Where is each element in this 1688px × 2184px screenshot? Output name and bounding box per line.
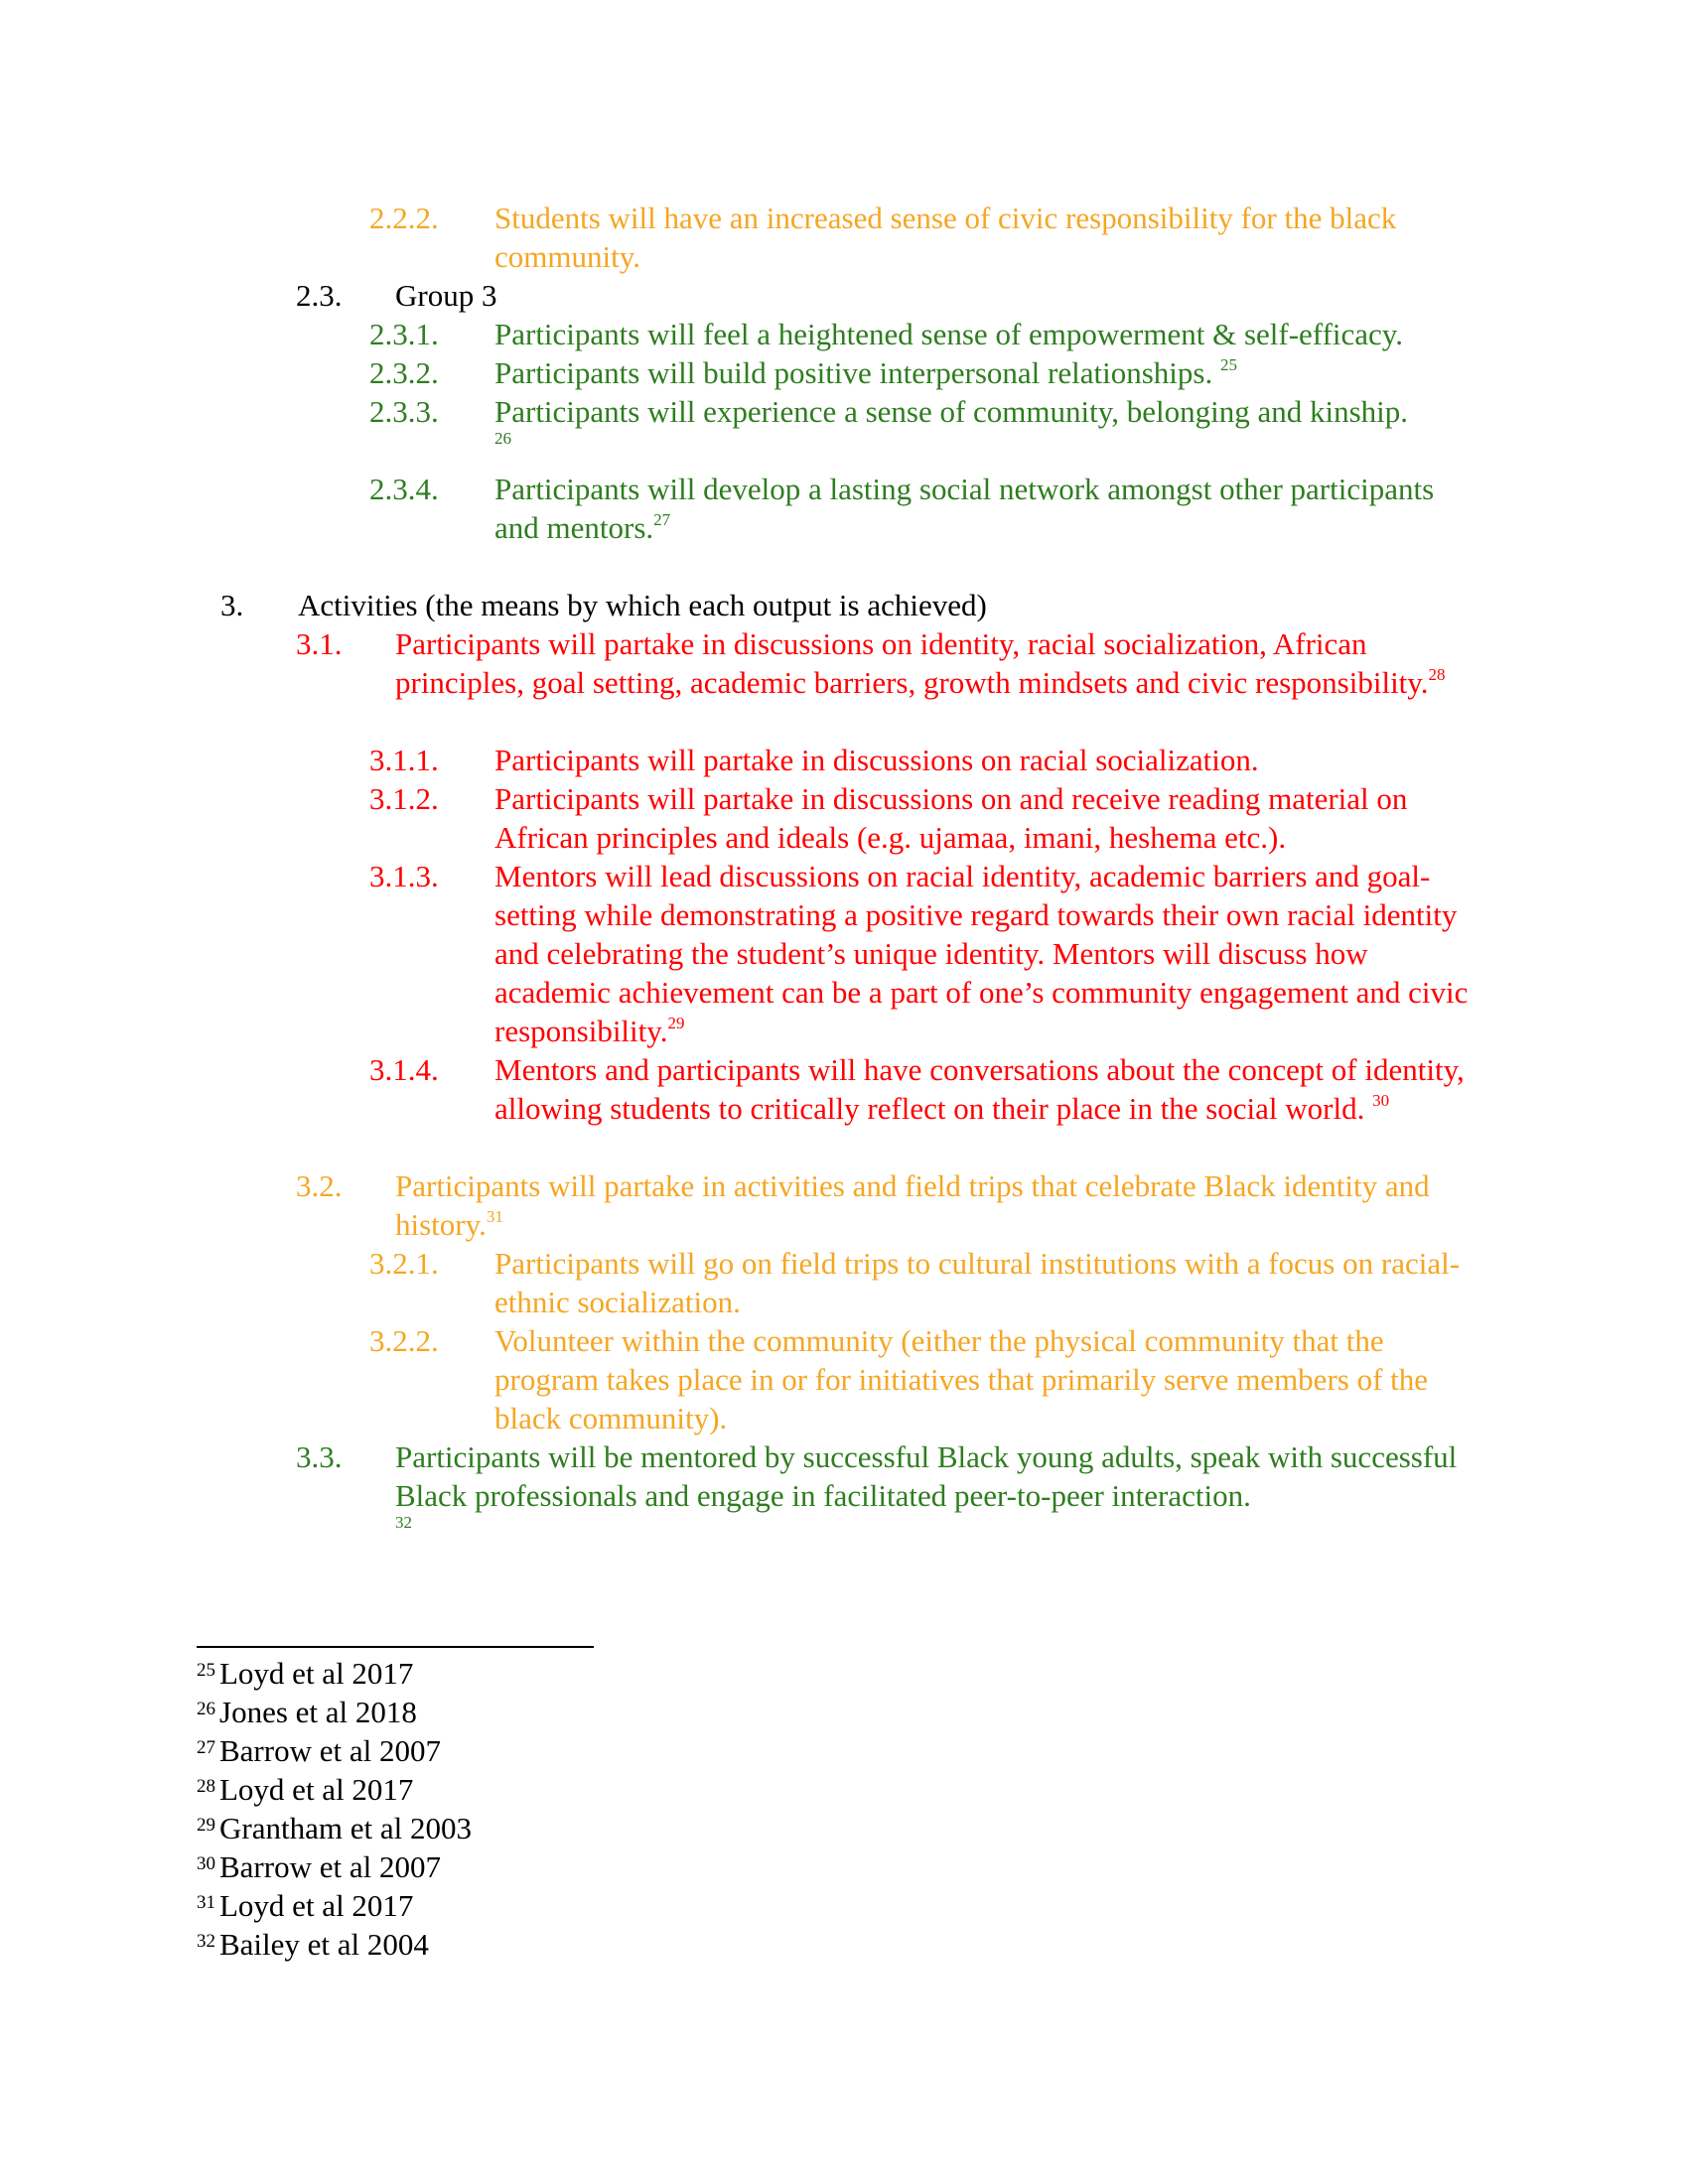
item-number: 3.2. xyxy=(296,1168,343,1203)
footnote-ref[interactable]: 32 xyxy=(395,1513,412,1532)
item-number: 3.1.2. xyxy=(369,781,439,816)
item-text: Students will have an increased sense of civic responsibility for the black community. xyxy=(494,201,1397,274)
item-number: 3.3. xyxy=(296,1439,343,1474)
footnote-text: Loyd et al 2017 xyxy=(219,1772,414,1807)
list-item-3-1-2 xyxy=(369,779,1472,857)
footnote-number: 29 xyxy=(197,1815,215,1836)
footnote-text: Barrow et al 2007 xyxy=(219,1849,441,1884)
footnote-ref[interactable]: 26 xyxy=(494,429,511,448)
footnote xyxy=(197,1770,413,1809)
list-item-3-1-3 xyxy=(369,857,1472,1050)
item-number: 3.1. xyxy=(296,626,343,661)
item-text: Volunteer within the community (either the physical community that the program takes place in or for initiatives that primarily serve members of the black community). xyxy=(494,1323,1429,1435)
footnote-number: 26 xyxy=(197,1699,215,1719)
list-item-2-3-1 xyxy=(369,315,1472,353)
item-text: Participants will go on field trips to cultural institutions with a focus on racial-ethnic socialization. xyxy=(494,1246,1461,1319)
item-text: Participants will develop a lasting social network amongst other participants and mentors. xyxy=(494,472,1435,545)
footnote xyxy=(197,1847,441,1886)
list-item-3-2 xyxy=(296,1166,1472,1244)
footnote-ref[interactable]: 31 xyxy=(486,1207,503,1226)
footnote-separator xyxy=(197,1646,594,1648)
footnote-ref[interactable]: 29 xyxy=(667,1014,685,1032)
item-number: 3.1.1. xyxy=(369,743,439,777)
item-number: 2.3.3. xyxy=(369,394,439,429)
list-item-3-1-4 xyxy=(369,1050,1472,1128)
item-text: Participants will partake in discussions on racial socialization. xyxy=(494,743,1259,777)
footnote-ref[interactable]: 27 xyxy=(653,510,671,529)
list-item-3-2-2 xyxy=(369,1321,1472,1437)
item-text: Participants will build positive interpersonal relationships. xyxy=(494,355,1220,390)
item-text: Participants will be mentored by successful Black young adults, speak with successful Black professionals and engage in facilitated peer-to-peer interaction. xyxy=(395,1439,1458,1513)
footnote-number: 25 xyxy=(197,1660,215,1681)
footnote-text: Barrow et al 2007 xyxy=(219,1733,441,1768)
footnote-text: Bailey et al 2004 xyxy=(219,1927,429,1962)
list-item-3-2-1 xyxy=(369,1244,1472,1321)
item-number: 2.3. xyxy=(296,278,343,313)
list-item-3 xyxy=(220,586,1472,624)
list-item-3-3 xyxy=(296,1437,1472,1533)
footnote xyxy=(197,1693,417,1731)
item-text: Participants will partake in activities and field trips that celebrate Black identity and history. xyxy=(395,1168,1430,1242)
item-number: 2.2.2. xyxy=(369,201,439,235)
item-number: 3.2.1. xyxy=(369,1246,439,1281)
item-number: 2.3.4. xyxy=(369,472,439,506)
item-text: Mentors and participants will have conversations about the concept of identity, allowing students to critically reflect on their place in the social world. xyxy=(494,1052,1465,1126)
footnote-text: Loyd et al 2017 xyxy=(219,1888,414,1923)
item-number: 3.1.3. xyxy=(369,859,439,893)
footnote-number: 32 xyxy=(197,1931,215,1952)
item-text: Activities (the means by which each output is achieved) xyxy=(298,588,987,622)
item-text: Participants will partake in discussions on identity, racial socialization, African principles, goal setting, academic barriers, growth mindsets and civic responsibility. xyxy=(395,626,1429,700)
footnote-ref[interactable]: 28 xyxy=(1428,665,1446,684)
footnote xyxy=(197,1886,413,1925)
list-item-3-1-1 xyxy=(369,741,1472,779)
list-item-2-3-2 xyxy=(369,353,1472,392)
item-text: Group 3 xyxy=(395,278,497,313)
list-item-2-3 xyxy=(296,276,1472,315)
footnote-number: 30 xyxy=(197,1853,215,1874)
footnote-ref[interactable]: 25 xyxy=(1219,355,1237,374)
footnote xyxy=(197,1925,429,1964)
footnote-number: 28 xyxy=(197,1776,215,1797)
item-number: 3.2.2. xyxy=(369,1323,439,1358)
list-item-3-1 xyxy=(296,624,1472,702)
list-item-2-2-2 xyxy=(369,199,1472,276)
item-text: Participants will experience a sense of community, belonging and kinship. xyxy=(494,394,1409,429)
footnote-number: 31 xyxy=(197,1892,215,1913)
item-number: 3.1.4. xyxy=(369,1052,439,1087)
item-text: Participants will feel a heightened sense of empowerment & self-efficacy. xyxy=(494,317,1404,351)
item-number: 2.3.1. xyxy=(369,317,439,351)
footnote xyxy=(197,1809,472,1847)
footnote-text: Jones et al 2018 xyxy=(219,1695,417,1729)
footnote-number: 27 xyxy=(197,1737,215,1758)
list-item-2-3-4 xyxy=(369,470,1472,547)
footnote-text: Grantham et al 2003 xyxy=(219,1811,472,1845)
item-text: Participants will partake in discussions on and receive reading material on African principles and ideals (e.g. ujamaa, imani, heshema etc.). xyxy=(494,781,1408,855)
footnote xyxy=(197,1654,413,1693)
item-text: Mentors will lead discussions on racial identity, academic barriers and goal-setting while demonstrating a positive regard towards their own racial identity and celebrating the student’s unique identity. Mentors will discuss how academic achievement can be a part of one’s community engagement and civic responsibility. xyxy=(494,859,1469,1048)
footnote-ref[interactable]: 30 xyxy=(1372,1091,1390,1110)
item-number: 2.3.2. xyxy=(369,355,439,390)
footnote xyxy=(197,1731,441,1770)
item-number: 3. xyxy=(220,588,244,622)
footnote-text: Loyd et al 2017 xyxy=(219,1656,414,1691)
list-item-2-3-3 xyxy=(369,392,1472,449)
